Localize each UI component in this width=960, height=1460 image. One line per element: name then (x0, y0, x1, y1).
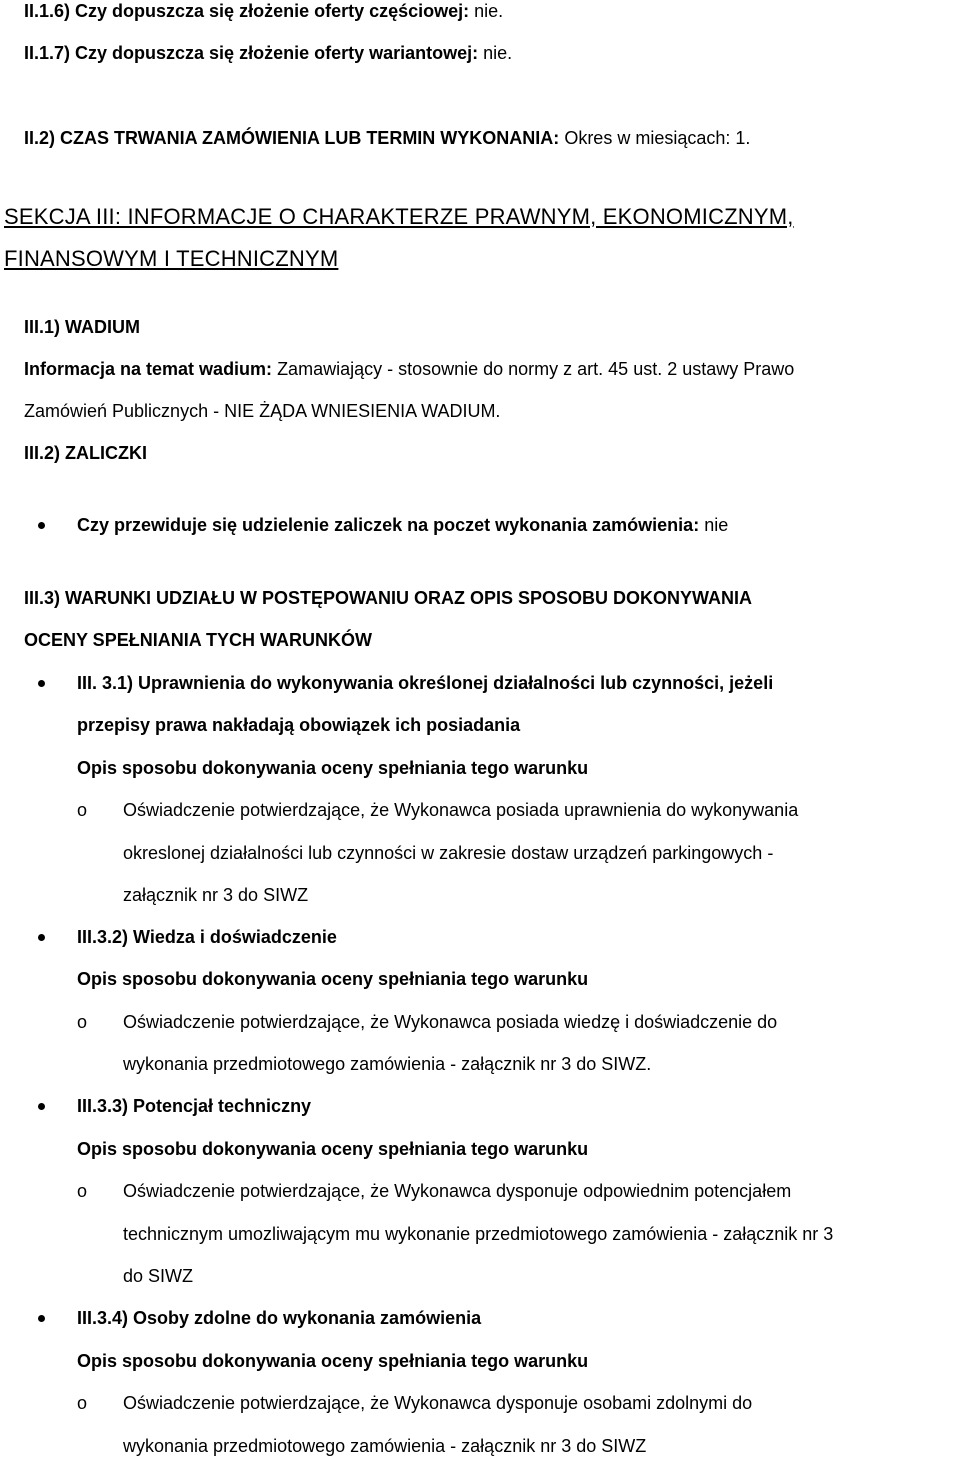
wadium-text-line2: Zamówień Publicznych - NIE ŻĄDA WNIESIENIA WADIUM. (24, 401, 501, 421)
zaliczki-answer: nie (699, 515, 729, 535)
zaliczki-heading: III.2) ZALICZKI (24, 443, 147, 463)
item-3-4-desc-line1: Oświadczenie potwierdzające, że Wykonawca dysponuje osobami zdolnymi do (123, 1393, 753, 1413)
section-II-1-7-label: II.1.7) Czy dopuszcza się złożenie oferty wariantowej: (24, 43, 479, 63)
section-II-1-7 (24, 42, 512, 64)
circle-bullet-icon: o (77, 1393, 88, 1413)
circle-bullet-icon: o (77, 800, 88, 820)
item-3-1-title-line2: przepisy prawa nakładają obowiązek ich posiadania (77, 715, 521, 735)
item-3-2-desc-line2: wykonania przedmiotowego zamówienia - załącznik nr 3 do SIWZ. (123, 1054, 652, 1074)
zaliczki-question: Czy przewiduje się udzielenie zaliczek na poczet wykonania zamówienia: (77, 515, 700, 535)
section-II-1-6 (24, 0, 503, 22)
item-3-3-desc-line2: technicznym umozliwającym mu wykonanie przedmiotowego zamówienia - załącznik nr 3 (123, 1224, 834, 1244)
bullet-icon (38, 1315, 45, 1322)
bullet-icon (38, 680, 45, 687)
wadium-text-line1: Zamawiający - stosownie do normy z art. 45 ust. 2 ustawy Prawo (272, 359, 795, 379)
item-3-2-title: III.3.2) Wiedza i doświadczenie (77, 927, 337, 947)
section-II-1-6-value: nie. (469, 1, 504, 21)
wadium-info (24, 358, 794, 380)
section-III-title-line1: SEKCJA III: INFORMACJE O CHARAKTERZE PRAWNYM, EKONOMICZNYM, (4, 204, 794, 229)
zaliczki-question-line (77, 514, 728, 536)
circle-bullet-icon: o (77, 1012, 88, 1032)
item-3-3-desc-line1: Oświadczenie potwierdzające, że Wykonawca dysponuje odpowiednim potencjałem (123, 1181, 792, 1201)
warunki-heading-line2: OCENY SPEŁNIANIA TYCH WARUNKÓW (24, 630, 373, 650)
item-3-1-opis-label: Opis sposobu dokonywania oceny spełniania tego warunku (77, 758, 589, 778)
bullet-icon (38, 522, 45, 529)
bullet-icon (38, 1103, 45, 1110)
warunki-heading-line1: III.3) WARUNKI UDZIAŁU W POSTĘPOWANIU ORAZ OPIS SPOSOBU DOKONYWANIA (24, 588, 753, 608)
circle-bullet-icon: o (77, 1181, 88, 1201)
item-3-4-title: III.3.4) Osoby zdolne do wykonania zamówienia (77, 1308, 482, 1328)
item-3-2-desc-line1: Oświadczenie potwierdzające, że Wykonawca posiada wiedzę i doświadczenie do (123, 1012, 778, 1032)
section-II-2 (24, 127, 750, 149)
item-3-4-opis-label: Opis sposobu dokonywania oceny spełniania tego warunku (77, 1351, 589, 1371)
bullet-icon (38, 934, 45, 941)
section-II-1-7-value: nie. (478, 43, 513, 63)
section-II-1-6-label: II.1.6) Czy dopuszcza się złożenie oferty częściowej: (24, 1, 470, 21)
item-3-1-desc-line3: załącznik nr 3 do SIWZ (123, 885, 309, 905)
item-3-1-desc-line1: Oświadczenie potwierdzające, że Wykonawca posiada uprawnienia do wykonywania (123, 800, 799, 820)
item-3-3-desc-line3: do SIWZ (123, 1266, 194, 1286)
wadium-heading: III.1) WADIUM (24, 317, 140, 337)
item-3-2-opis-label: Opis sposobu dokonywania oceny spełniania tego warunku (77, 969, 589, 989)
item-3-4-desc-line2: wykonania przedmiotowego zamówienia - załącznik nr 3 do SIWZ (123, 1436, 647, 1456)
item-3-3-opis-label: Opis sposobu dokonywania oceny spełniania tego warunku (77, 1139, 589, 1159)
item-3-3-title: III.3.3) Potencjał techniczny (77, 1096, 312, 1116)
section-II-2-value: Okres w miesiącach: 1. (559, 128, 751, 148)
wadium-label: Informacja na temat wadium: (24, 359, 273, 379)
section-III-title-line2: FINANSOWYM I TECHNICZNYM (4, 246, 339, 271)
item-3-1-title-line1: III. 3.1) Uprawnienia do wykonywania określonej działalności lub czynności, jeżeli (77, 673, 774, 693)
item-3-1-desc-line2: okreslonej działalności lub czynności w zakresie dostaw urządzeń parkingowych - (123, 843, 774, 863)
section-II-2-label: II.2) CZAS TRWANIA ZAMÓWIENIA LUB TERMIN WYKONANIA: (24, 128, 560, 148)
